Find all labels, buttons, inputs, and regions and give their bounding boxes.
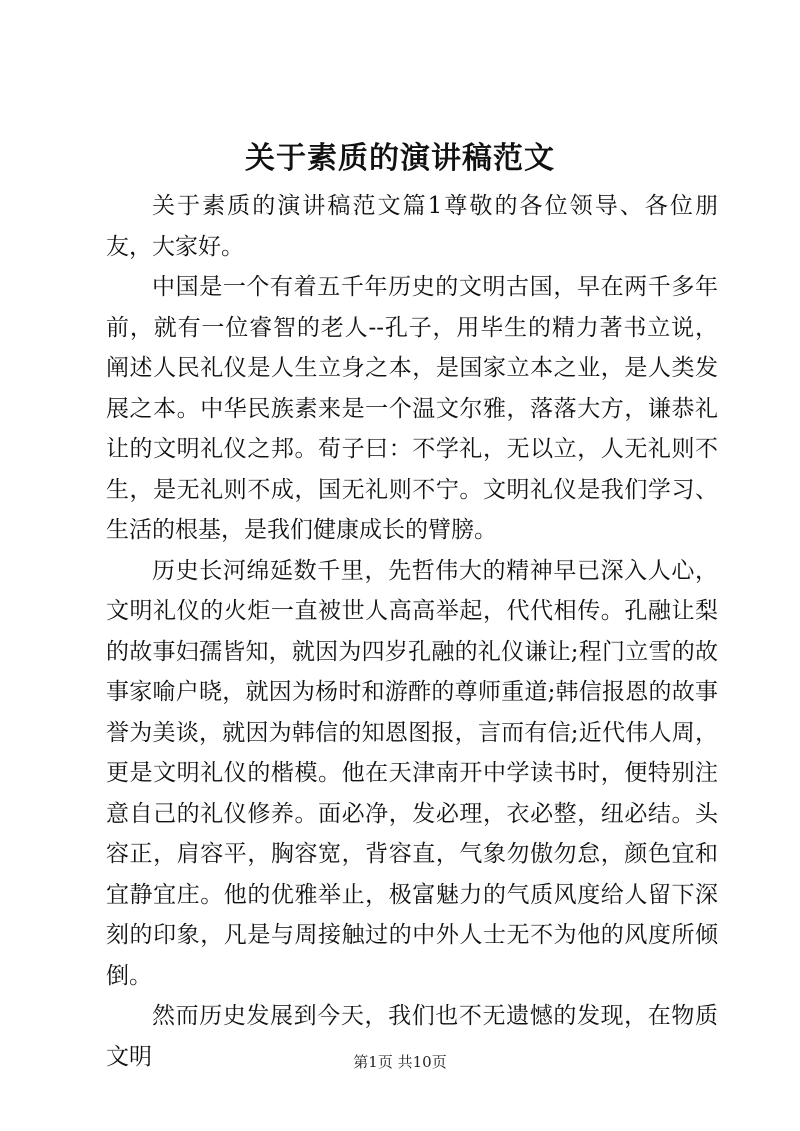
paragraph-today: 然而历史发展到今天，我们也不无遗憾的发现，在物质文明 bbox=[106, 1003, 718, 1070]
paragraph-greeting: 关于素质的演讲稿范文篇1尊敬的各位领导、各位朋友，大家好。 bbox=[106, 193, 718, 260]
page-footer: 第1页 共10页 bbox=[353, 1053, 447, 1071]
document-title: 关于素质的演讲稿范文 bbox=[245, 141, 555, 176]
paragraph-history: 历史长河绵延数千里，先哲伟大的精神早已深入人心，文明礼仪的火炬一直被世人高高举起，代代相传。孔融让梨的故事妇孺皆知，就因为四岁孔融的礼仪谦让;程门立雪的故事家喻户晓，就因为杨时和游酢的尊师重道;韩信报恩的故事誉为美谈，就因为韩信的知恩图报，言而有信;近代伟人周，更是文明礼仪的楷模。他在天津南开中学读书时，便特别注意自己的礼仪修养。面必净，发必理，衣必整，纽必结。头容正，肩容平，胸容宽，背容直，气象勿傲勿怠，颜色宜和宜静宜庄。他的优雅举止，极富魅力的气质风度给人留下深刻的印象，凡是与周接触过的中外人士无不为他的风度所倾倒。 bbox=[106, 557, 718, 989]
document-body bbox=[106, 186, 718, 1077]
paragraph-civilization: 中国是一个有着五千年历史的文明古国，早在两千多年前，就有一位睿智的老人--孔子，用毕生的精力著书立说，阐述人民礼仪是人生立身之本，是国家立本之业，是人类发展之本。中华民族素来是一个温文尔雅，落落大方，谦恭礼让的文明礼仪之邦。荀子曰：不学礼，无以立，人无礼则不生，是无礼则不成，国无礼则不宁。文明礼仪是我们学习、生活的根基，是我们健康成长的臂膀。 bbox=[106, 274, 718, 543]
